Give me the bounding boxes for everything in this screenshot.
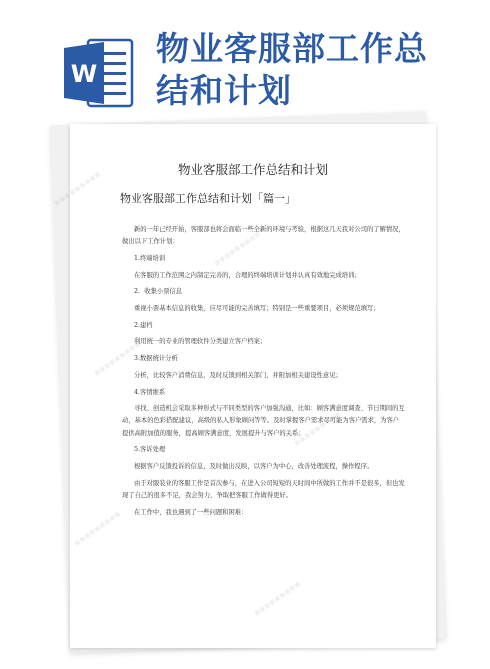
paragraph: 利用统一的专业的管理软件分类建立客户档案； bbox=[134, 338, 267, 346]
paragraph: 在客服的工作范围之内制定完善的，合理的终端培训计划并认真有效地完成培训； bbox=[134, 271, 361, 279]
paragraph-heading: 2.建档 bbox=[134, 321, 153, 329]
word-letter: W bbox=[70, 60, 98, 88]
page-header bbox=[0, 0, 474, 120]
paragraph-heading: 1.终端培训 bbox=[134, 254, 166, 262]
document-title: 物业客服部工作总结和计划 bbox=[177, 162, 328, 177]
paragraph: 重视小票基本信息的收集，应尽可能的完善填写；特别是一些重要项目，必须规范填写； bbox=[134, 305, 380, 313]
document-body bbox=[122, 224, 405, 523]
paragraph-heading: 2．收集小票信息 bbox=[134, 288, 183, 296]
word-doc-icon bbox=[62, 38, 134, 108]
header-title bbox=[156, 28, 456, 112]
paragraph: 由于对服装业的客服工作是首次参与，在进入公司短短的天时间中所做的工作并不是很多，但也发现了自己的很多不足，我会努力，争取把客服工作做得更好。 bbox=[122, 479, 405, 499]
section-title: 物业客服部工作总结和计划「篇一」 bbox=[120, 192, 296, 205]
header-title-line1: 物业客服部工作总 bbox=[156, 29, 428, 68]
paragraph: 根据客户反馈投诉的信息，及时做出反映，以客户为中心，改善处理流程，操作程序。 bbox=[134, 463, 374, 471]
paragraph-heading: 3.数据统计分析 bbox=[134, 355, 178, 363]
paragraph: 新的一年已经开始，客服部也将会面临一些全新的环境与考验，根据这几天我对公司的了解情况，做出以下工作计划： bbox=[122, 226, 405, 246]
paragraph-heading: 5.客诉处理 bbox=[134, 446, 166, 454]
paragraph: 在工作中，我也遇到了一些问题和困难： bbox=[134, 508, 248, 516]
paragraph: 寻找、创造机会采取多种形式与不同类型的客户加强沟通，比如：顾客满意度调查、节日期间的互动，基本的色彩搭配建议，高级的私人形象顾问等等。及时掌握客户需求尽可能为客户需求，为客户提供高附加值的服务，提高顾客满意度，发展提升与客户的关系； bbox=[122, 405, 405, 437]
paragraph-heading: 4.客情维系 bbox=[134, 388, 166, 396]
document-page bbox=[52, 124, 436, 648]
header-title-line2: 结和计划 bbox=[156, 71, 292, 110]
watermark-pattern: ▪▪▪▪▪▪▪▪▪ ▪▪▪▪▪▪▪▪▪ ▪▪▪▪▪▪▪▪▪ ▪▪▪▪▪▪▪▪▪ ▪▪▪▪▪▪▪▪▪ ▪▪▪▪▪▪▪▪▪ bbox=[52, 169, 343, 619]
paragraph: 分析，比较客户消费信息，及时反馈到相关部门，并附加相关建设性意见； bbox=[134, 371, 342, 379]
